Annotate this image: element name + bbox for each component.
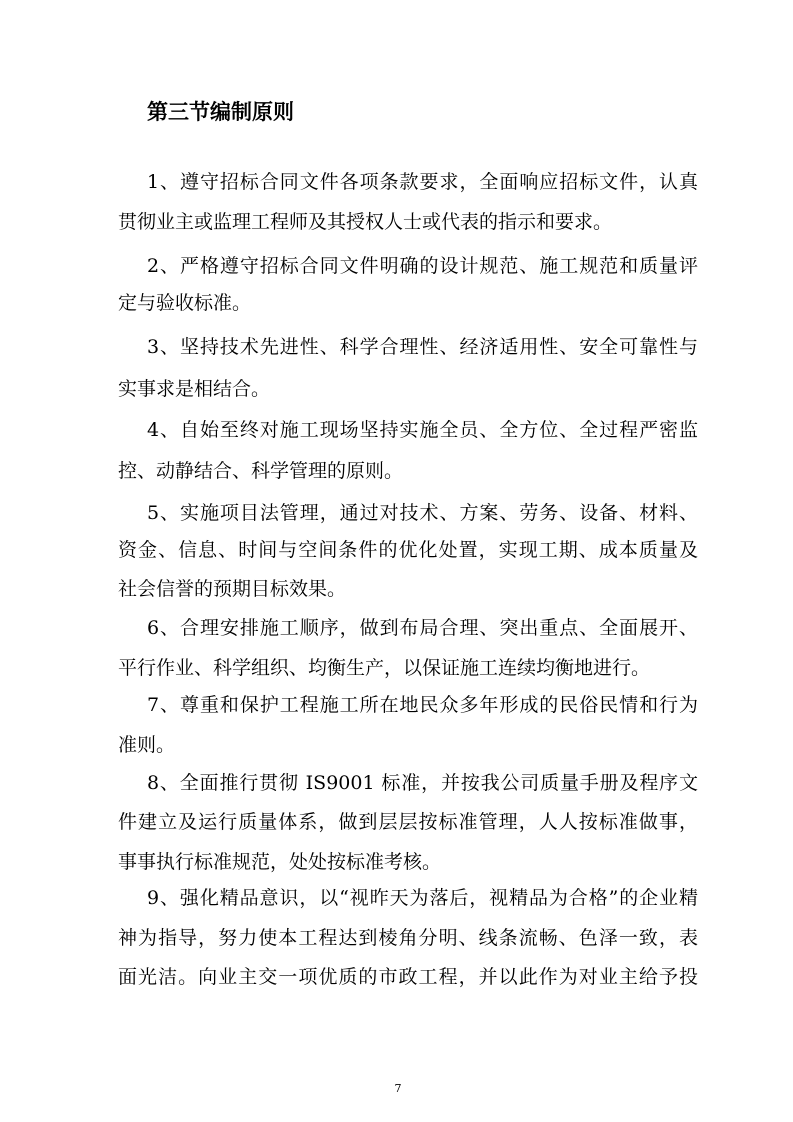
paragraph-line: 9、强化精品意识，以“视昨天为落后，视精品为合格”的企业精: [147, 887, 698, 909]
paragraph-line: 件建立及运行质量体系，做到层层按标准管理，人人按标准做事，: [118, 811, 698, 833]
paragraph-line: 平行作业、科学组织、均衡生产，以保证施工连续均衡地进行。: [118, 657, 651, 679]
paragraph-line: 神为指导，努力使本工程达到棱角分明、线条流畅、色泽一致，表: [118, 927, 698, 949]
paragraph-line: 实事求是相结合。: [118, 378, 271, 400]
paragraph-line: 2、严格遵守招标合同文件明确的设计规范、施工规范和质量评: [147, 255, 698, 277]
paragraph-line: 准则。: [118, 734, 176, 756]
paragraph-line: 社会信誉的预期目标效果。: [118, 578, 347, 600]
paragraph-line: 控、动静结合、科学管理的原则。: [118, 460, 404, 482]
paragraph-line: 4、自始至终对施工现场坚持实施全员、全方位、全过程严密监: [147, 419, 698, 441]
paragraph-line: 1、遵守招标合同文件各项条款要求，全面响应招标文件，认真: [147, 171, 698, 193]
paragraph-line: 8、全面推行贯彻 IS9001 标准，并按我公司质量手册及程序文: [147, 772, 698, 794]
paragraph-line: 5、实施项目法管理，通过对技术、方案、劳务、设备、材料、: [147, 502, 698, 524]
paragraph-line: 面光洁。向业主交一项优质的市政工程，并以此作为对业主给予投: [118, 966, 698, 988]
paragraph-line: 7、尊重和保护工程施工所在地民众多年形成的民俗民情和行为: [147, 694, 698, 716]
paragraph-line: 贯彻业主或监理工程师及其授权人士或代表的指示和要求。: [118, 211, 613, 233]
paragraph-line: 6、合理安排施工顺序，做到布局合理、突出重点、全面展开、: [147, 617, 698, 639]
section-title: 第三节编制原则: [147, 100, 294, 124]
paragraph-line: 事事执行标准规范，处处按标准考核。: [118, 851, 442, 873]
page-number: 7: [394, 1082, 402, 1095]
paragraph-line: 3、坚持技术先进性、科学合理性、经济适用性、安全可靠性与: [147, 336, 698, 358]
paragraph-line: 定与验收标准。: [118, 292, 252, 314]
paragraph-line: 资金、信息、时间与空间条件的优化处置，实现工期、成本质量及: [118, 539, 698, 561]
